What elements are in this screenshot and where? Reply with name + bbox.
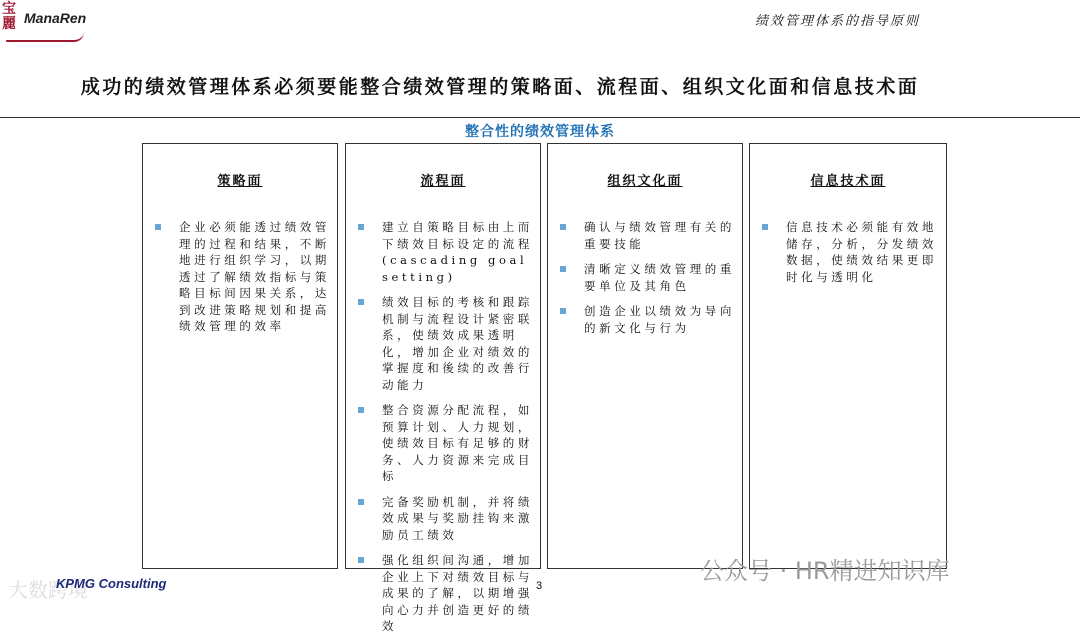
square-bullet-icon bbox=[358, 407, 364, 413]
bullet-text: 企业必须能透过绩效管理的过程和结果，不断地进行组织学习，以期透过了解绩效指标与策略目标间因果关系，达到改进策略规划和提高绩效管理的效率 bbox=[179, 220, 330, 333]
bullet-text: 清晰定义绩效管理的重要单位及其角色 bbox=[584, 262, 735, 293]
bullet-text: 强化组织间沟通，增加企业上下对绩效目标与成果的了解，以期增强向心力并创造更好的绩效 bbox=[382, 553, 533, 633]
kpmg-logo: KPMG Consulting bbox=[56, 576, 167, 591]
bullet-item bbox=[358, 552, 544, 635]
square-bullet-icon bbox=[358, 299, 364, 305]
bullet-item bbox=[155, 219, 341, 335]
bullet-text: 绩效目标的考核和跟踪机制与流程设计紧密联系，使绩效成果透明化，增加企业对绩效的掌握度和後续的改善行动能力 bbox=[382, 295, 533, 392]
square-bullet-icon bbox=[358, 499, 364, 505]
bullet-text: 完备奖励机制，并将绩效成果与奖励挂钩来激励员工绩效 bbox=[382, 494, 533, 542]
logo-text: ManaRen bbox=[24, 10, 87, 26]
square-bullet-icon bbox=[155, 224, 161, 230]
bullet-list bbox=[346, 219, 543, 635]
pillar-box bbox=[749, 143, 947, 569]
bullet-text: 信息技术必须能有效地储存，分析，分发绩效数据，使绩效结果更即时化与透明化 bbox=[786, 220, 937, 284]
pillar-box bbox=[547, 143, 743, 569]
page-number: 3 bbox=[536, 580, 543, 592]
manaren-logo bbox=[2, 2, 92, 44]
bullet-item bbox=[358, 494, 544, 544]
pillar-heading-text: 组织文化面 bbox=[607, 174, 683, 189]
square-bullet-icon bbox=[560, 308, 566, 314]
bullet-text: 整合资源分配流程，如预算计划、人力规划，使绩效目标有足够的财务、人力资源来完成目标 bbox=[382, 403, 533, 483]
bullet-item bbox=[560, 303, 746, 336]
bullet-item bbox=[560, 219, 746, 252]
square-bullet-icon bbox=[762, 224, 768, 230]
bullet-list bbox=[143, 219, 337, 335]
square-bullet-icon bbox=[358, 557, 364, 563]
bullet-text: 建立自策略目标由上而下绩效目标设定的流程 (cascading goal setting) bbox=[382, 220, 533, 284]
section-title: 绩效管理体系的指导原则 bbox=[754, 14, 920, 29]
pillar-box bbox=[142, 143, 338, 569]
square-bullet-icon bbox=[560, 224, 566, 230]
bullet-list bbox=[750, 219, 946, 285]
square-bullet-icon bbox=[560, 266, 566, 272]
pillar-heading bbox=[143, 170, 337, 189]
watermark-bottom-left: 大数跨境 bbox=[8, 578, 88, 602]
square-bullet-icon bbox=[358, 224, 364, 230]
bullet-text: 确认与绩效管理有关的重要技能 bbox=[584, 220, 735, 251]
pillar-box bbox=[345, 143, 541, 633]
pillar-heading-text: 策略面 bbox=[217, 174, 263, 189]
logo-swoosh bbox=[6, 32, 84, 42]
pillar-heading bbox=[346, 170, 540, 189]
bullet-item bbox=[358, 402, 544, 485]
bullet-item bbox=[560, 261, 746, 294]
bullet-list bbox=[548, 219, 742, 336]
slide-title: 成功的绩效管理体系必须要能整合绩效管理的策略面、流程面、组织文化面和信息技术面 bbox=[80, 76, 920, 98]
pillar-heading bbox=[548, 170, 742, 189]
bullet-item bbox=[358, 294, 544, 393]
diagram-subtitle: 整合性的绩效管理体系 bbox=[465, 124, 615, 140]
pillar-heading-text: 流程面 bbox=[420, 174, 466, 189]
pillar-heading-text: 信息技术面 bbox=[810, 174, 886, 189]
pillar-heading bbox=[750, 170, 946, 189]
bullet-item bbox=[762, 219, 948, 285]
watermark: 公众号 · HR精进知识库 bbox=[700, 557, 950, 585]
bullet-item bbox=[358, 219, 544, 285]
logo-seal-icon: 宝 麗 bbox=[2, 1, 16, 32]
bullet-text: 创造企业以绩效为导向的新文化与行为 bbox=[584, 304, 735, 335]
title-divider bbox=[0, 117, 1080, 118]
